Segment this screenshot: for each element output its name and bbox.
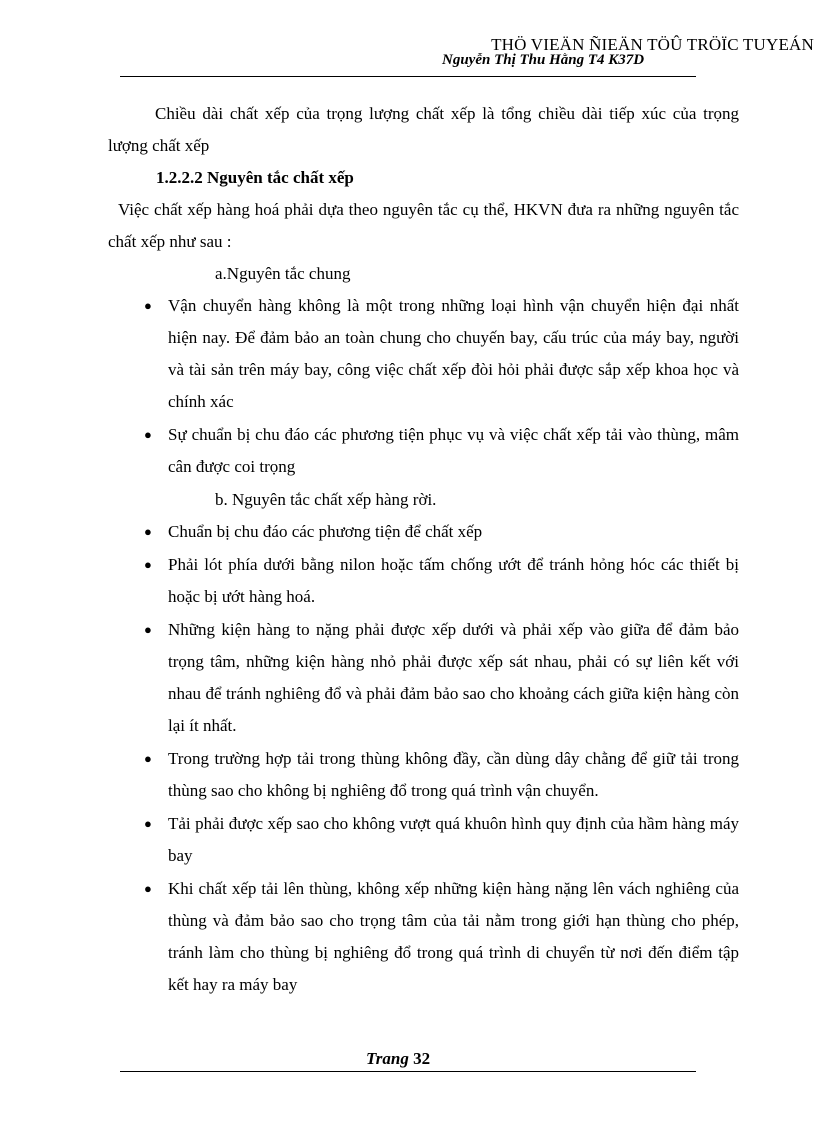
general-principles-list <box>108 290 739 483</box>
list-item-text: Phải lót phía dưới bằng nilon hoặc tấm chống ướt để tránh hỏng hóc các thiết bị hoặc bị ướt hàng hoá. <box>168 555 739 606</box>
list-item <box>108 516 739 548</box>
list-item <box>108 743 739 807</box>
header-rule <box>120 76 696 77</box>
section-heading: 1.2.2.2 Nguyên tắc chất xếp <box>156 168 354 187</box>
intro-paragraph: Chiều dài chất xếp của trọng lượng chất xếp là tổng chiều dài tiếp xúc của trọng lượng chất xếp <box>108 104 739 155</box>
list-item-text: Chuẩn bị chu đáo các phương tiện để chất xếp <box>168 522 483 541</box>
bullet-dot-icon: ● <box>144 427 152 442</box>
bullet-dot-icon: ● <box>144 751 152 766</box>
bullet-dot-icon: ● <box>144 524 152 539</box>
lead-paragraph: Việc chất xếp hàng hoá phải dựa theo nguyên tắc cụ thể, HKVN đưa ra những nguyên tắc chất xếp như sau : <box>108 200 739 251</box>
list-item-text: Sự chuẩn bị chu đáo các phương tiện phục vụ và việc chất xếp tải vào thùng, mâm cân được coi trọng <box>168 425 739 476</box>
loose-cargo-list <box>108 516 739 1001</box>
list-item <box>108 614 739 742</box>
bullet-dot-icon: ● <box>144 816 152 831</box>
list-item <box>108 808 739 872</box>
list-item <box>108 549 739 613</box>
list-item <box>108 419 739 483</box>
library-watermark: THÖ VIEÄN ÑIEÄN TÖÛ TRÖÏC TUYEÁN <box>491 35 814 54</box>
bullet-dot-icon: ● <box>144 557 152 572</box>
bullet-dot-icon: ● <box>144 298 152 313</box>
page-footer <box>366 1049 430 1069</box>
subheading-general: a.Nguyên tắc chung <box>215 264 351 283</box>
bullet-dot-icon: ● <box>144 881 152 896</box>
page-body <box>108 98 739 1002</box>
list-item <box>108 873 739 1001</box>
list-item-text: Trong trường hợp tải trong thùng không đầy, cần dùng dây chằng để giữ tải trong thùng sao cho không bị nghiêng đổ trong quá trình vận chuyển. <box>168 749 739 800</box>
subheading-loose-cargo: b. Nguyên tắc chất xếp hàng rời. <box>215 490 437 509</box>
page-word: Trang <box>366 1049 409 1068</box>
author-header: Nguyễn Thị Thu Hằng T4 K37D <box>442 52 645 68</box>
list-item-text: Tải phải được xếp sao cho không vượt quá khuôn hình quy định của hầm hàng máy bay <box>168 814 739 865</box>
bullet-dot-icon: ● <box>144 622 152 637</box>
list-item-text: Những kiện hàng to nặng phải được xếp dưới và phải xếp vào giữa để đảm bảo trọng tâm, những kiện hàng nhỏ phải được xếp sát nhau, phải có sự liên kết với nhau để tránh nghiêng đổ và phải đảm bảo sao cho khoảng cách giữa kiện hàng còn lại ít nhất. <box>168 620 739 735</box>
list-item-text: Khi chất xếp tải lên thùng, không xếp những kiện hàng nặng lên vách nghiêng của thùng và đảm bảo sao cho trọng tâm của tải nằm trong giới hạn thùng cho phép, tránh làm cho thùng bị nghiêng đổ trong quá trình di chuyển từ nơi đến điểm tập kết hay ra máy bay <box>168 879 739 994</box>
footer-rule <box>120 1071 696 1072</box>
page-number: 32 <box>413 1049 431 1068</box>
list-item <box>108 290 739 418</box>
list-item-text: Vận chuyển hàng không là một trong những loại hình vận chuyển hiện đại nhất hiện nay. Để đảm bảo an toàn chung cho chuyến bay, cấu trúc của máy bay, người và tài sản trên máy bay, công việc chất xếp đòi hỏi phải được sắp xếp khoa học và chính xác <box>168 296 739 411</box>
